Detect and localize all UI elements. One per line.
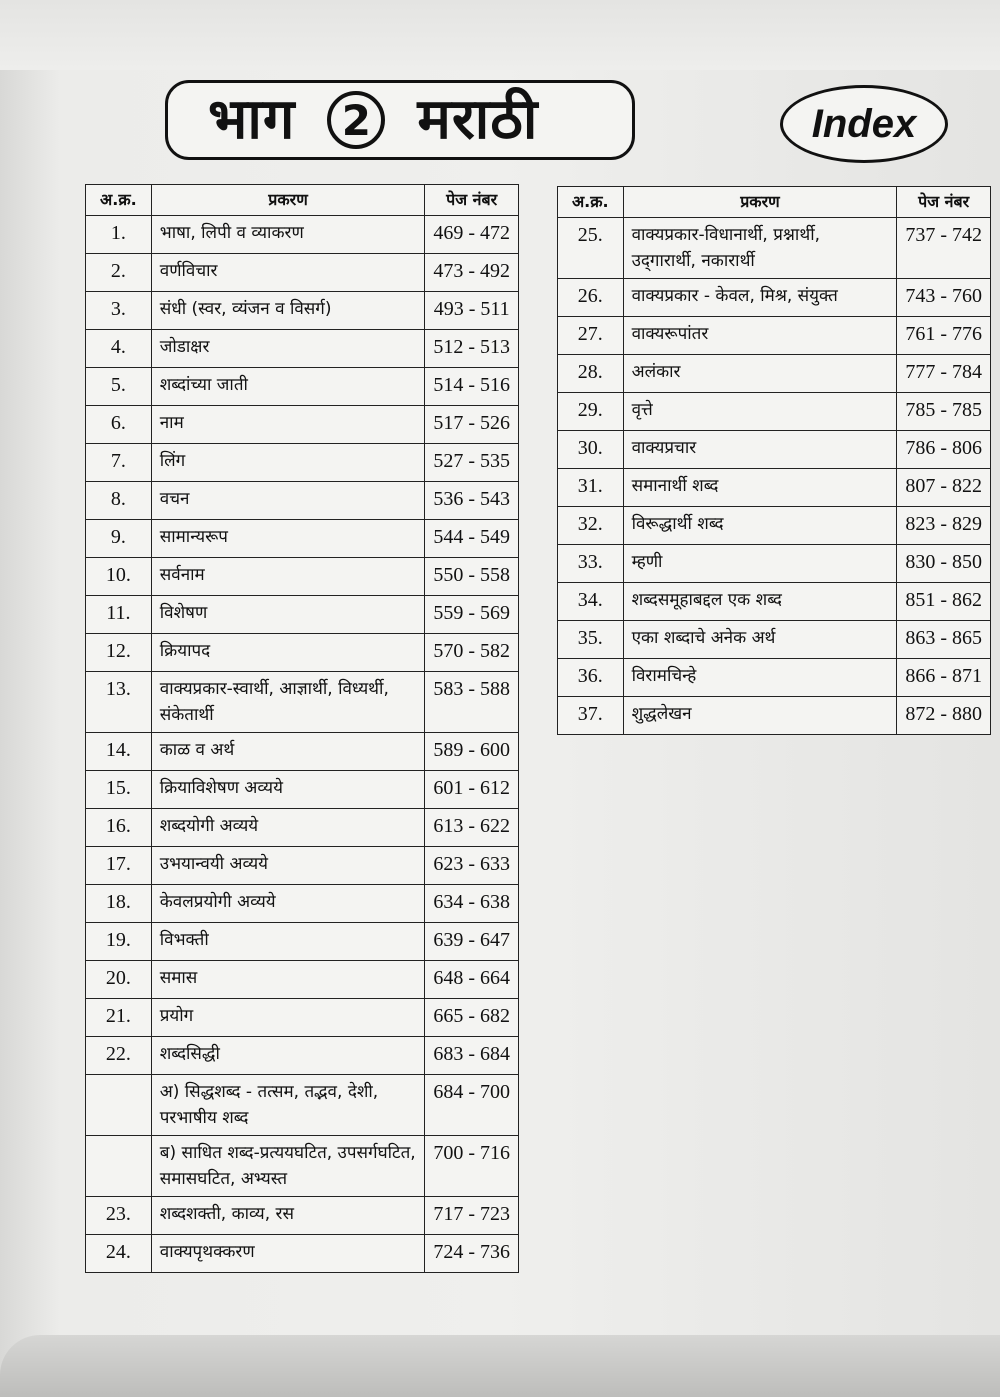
row-pages: 823 - 829 xyxy=(897,507,991,545)
table-row xyxy=(86,672,519,733)
table-row xyxy=(86,999,519,1037)
row-pages: 872 - 880 xyxy=(897,697,991,735)
row-topic: संधी (स्वर, व्यंजन व विसर्ग) xyxy=(151,292,425,330)
table-row xyxy=(86,482,519,520)
row-pages: 493 - 511 xyxy=(425,292,519,330)
row-pages: 559 - 569 xyxy=(425,596,519,634)
row-serial: 35. xyxy=(558,621,624,659)
row-topic: विरामचिन्हे xyxy=(623,659,897,697)
row-pages: 851 - 862 xyxy=(897,583,991,621)
row-pages: 684 - 700 xyxy=(425,1075,519,1136)
row-serial: 26. xyxy=(558,279,624,317)
row-topic: क्रियापद xyxy=(151,634,425,672)
table-row xyxy=(86,771,519,809)
row-serial: 23. xyxy=(86,1197,152,1235)
row-pages: 550 - 558 xyxy=(425,558,519,596)
table-row xyxy=(86,292,519,330)
row-pages: 623 - 633 xyxy=(425,847,519,885)
table-row xyxy=(86,330,519,368)
row-pages: 570 - 582 xyxy=(425,634,519,672)
row-topic: क्रियाविशेषण अव्यये xyxy=(151,771,425,809)
row-serial: 17. xyxy=(86,847,152,885)
row-serial: 13. xyxy=(86,672,152,733)
row-pages: 777 - 784 xyxy=(897,355,991,393)
index-table-right xyxy=(557,186,991,735)
row-serial: 34. xyxy=(558,583,624,621)
row-serial: 1. xyxy=(86,216,152,254)
row-pages: 583 - 588 xyxy=(425,672,519,733)
row-topic: वाक्यरूपांतर xyxy=(623,317,897,355)
index-badge-label: Index xyxy=(811,101,917,146)
row-pages: 613 - 622 xyxy=(425,809,519,847)
table-row xyxy=(86,1197,519,1235)
row-pages: 473 - 492 xyxy=(425,254,519,292)
row-serial: 5. xyxy=(86,368,152,406)
row-pages: 589 - 600 xyxy=(425,733,519,771)
row-topic: समास xyxy=(151,961,425,999)
row-topic: म्हणी xyxy=(623,545,897,583)
row-serial: 7. xyxy=(86,444,152,482)
top-shade xyxy=(0,0,1000,70)
row-serial: 24. xyxy=(86,1235,152,1273)
row-topic: सर्वनाम xyxy=(151,558,425,596)
table-header-row xyxy=(558,187,991,218)
header-serial: अ.क्र. xyxy=(558,187,624,218)
row-pages: 527 - 535 xyxy=(425,444,519,482)
row-pages: 866 - 871 xyxy=(897,659,991,697)
table-row xyxy=(558,545,991,583)
row-serial: 32. xyxy=(558,507,624,545)
row-pages: 469 - 472 xyxy=(425,216,519,254)
row-topic: शब्दयोगी अव्यये xyxy=(151,809,425,847)
table-row xyxy=(86,1136,519,1197)
row-pages: 601 - 612 xyxy=(425,771,519,809)
table-row xyxy=(86,254,519,292)
row-topic: काळ व अर्थ xyxy=(151,733,425,771)
row-serial xyxy=(86,1075,152,1136)
row-pages: 785 - 785 xyxy=(897,393,991,431)
table-row xyxy=(558,431,991,469)
row-pages: 717 - 723 xyxy=(425,1197,519,1235)
row-serial: 16. xyxy=(86,809,152,847)
row-serial: 30. xyxy=(558,431,624,469)
table-row xyxy=(558,659,991,697)
row-topic: एका शब्दाचे अनेक अर्थ xyxy=(623,621,897,659)
table-row xyxy=(558,218,991,279)
row-topic: अ) सिद्धशब्द - तत्सम, तद्भव, देशी, परभाषीय शब्द xyxy=(151,1075,425,1136)
row-pages: 700 - 716 xyxy=(425,1136,519,1197)
header-topic: प्रकरण xyxy=(151,185,425,216)
row-serial: 25. xyxy=(558,218,624,279)
table-row xyxy=(86,1235,519,1273)
row-pages: 634 - 638 xyxy=(425,885,519,923)
header-page: पेज नंबर xyxy=(425,185,519,216)
table-row xyxy=(86,520,519,558)
table-row xyxy=(558,697,991,735)
row-topic: वाक्यप्रचार xyxy=(623,431,897,469)
row-topic: वृत्ते xyxy=(623,393,897,431)
row-topic: अलंकार xyxy=(623,355,897,393)
title-part-left: भाग xyxy=(208,87,296,152)
table-row xyxy=(86,885,519,923)
row-pages: 786 - 806 xyxy=(897,431,991,469)
table-row xyxy=(558,469,991,507)
table-body-right xyxy=(558,218,991,735)
row-topic: शुद्धलेखन xyxy=(623,697,897,735)
row-pages: 830 - 850 xyxy=(897,545,991,583)
row-topic: वाक्यपृथक्करण xyxy=(151,1235,425,1273)
row-serial: 37. xyxy=(558,697,624,735)
row-pages: 737 - 742 xyxy=(897,218,991,279)
row-pages: 665 - 682 xyxy=(425,999,519,1037)
row-serial: 21. xyxy=(86,999,152,1037)
row-pages: 512 - 513 xyxy=(425,330,519,368)
table-row xyxy=(558,355,991,393)
row-serial: 8. xyxy=(86,482,152,520)
row-topic: शब्दसिद्धी xyxy=(151,1037,425,1075)
index-badge xyxy=(780,85,948,163)
row-topic: लिंग xyxy=(151,444,425,482)
row-serial: 29. xyxy=(558,393,624,431)
index-table-left xyxy=(85,184,519,1273)
row-serial: 27. xyxy=(558,317,624,355)
table-row xyxy=(558,317,991,355)
row-serial: 31. xyxy=(558,469,624,507)
row-topic: शब्दसमूहाबद्दल एक शब्द xyxy=(623,583,897,621)
row-topic: वर्णविचार xyxy=(151,254,425,292)
row-serial: 20. xyxy=(86,961,152,999)
row-serial: 28. xyxy=(558,355,624,393)
table-row xyxy=(86,733,519,771)
row-serial: 9. xyxy=(86,520,152,558)
table-row xyxy=(86,1037,519,1075)
row-serial: 18. xyxy=(86,885,152,923)
row-topic: विरूद्धार्थी शब्द xyxy=(623,507,897,545)
table-header-row xyxy=(86,185,519,216)
table-row xyxy=(558,621,991,659)
row-serial: 3. xyxy=(86,292,152,330)
table-row xyxy=(558,507,991,545)
row-serial: 33. xyxy=(558,545,624,583)
row-topic: केवलप्रयोगी अव्यये xyxy=(151,885,425,923)
table-row xyxy=(86,406,519,444)
table-row xyxy=(558,393,991,431)
table-row xyxy=(86,809,519,847)
table-row xyxy=(86,1075,519,1136)
table-row xyxy=(558,279,991,317)
row-serial: 19. xyxy=(86,923,152,961)
row-serial: 15. xyxy=(86,771,152,809)
row-topic: प्रयोग xyxy=(151,999,425,1037)
row-topic: वाक्यप्रकार-स्वार्थी, आज्ञार्थी, विध्यर्थी, संकेतार्थी xyxy=(151,672,425,733)
row-pages: 724 - 736 xyxy=(425,1235,519,1273)
bottom-shade xyxy=(0,1335,1000,1397)
row-pages: 544 - 549 xyxy=(425,520,519,558)
table-row xyxy=(86,961,519,999)
row-serial: 10. xyxy=(86,558,152,596)
row-topic: समानार्थी शब्द xyxy=(623,469,897,507)
row-serial: 12. xyxy=(86,634,152,672)
row-serial: 2. xyxy=(86,254,152,292)
title-part-right: मराठी xyxy=(417,87,539,152)
table-row xyxy=(86,596,519,634)
row-pages: 807 - 822 xyxy=(897,469,991,507)
row-pages: 761 - 776 xyxy=(897,317,991,355)
row-pages: 648 - 664 xyxy=(425,961,519,999)
row-pages: 517 - 526 xyxy=(425,406,519,444)
table-row xyxy=(86,634,519,672)
row-serial: 11. xyxy=(86,596,152,634)
table-row xyxy=(86,368,519,406)
row-topic: नाम xyxy=(151,406,425,444)
row-topic: ब) साधित शब्द-प्रत्ययघटित, उपसर्गघटित, समासघटित, अभ्यस्त xyxy=(151,1136,425,1197)
row-topic: वाक्यप्रकार-विधानार्थी, प्रश्नार्थी, उद्‌गारार्थी, नकारार्थी xyxy=(623,218,897,279)
header-serial: अ.क्र. xyxy=(86,185,152,216)
header-topic: प्रकरण xyxy=(623,187,897,218)
row-topic: जोडाक्षर xyxy=(151,330,425,368)
table-row xyxy=(86,444,519,482)
row-serial: 22. xyxy=(86,1037,152,1075)
row-topic: भाषा, लिपी व व्याकरण xyxy=(151,216,425,254)
row-topic: वाक्यप्रकार - केवल, मिश्र, संयुक्त xyxy=(623,279,897,317)
row-pages: 536 - 543 xyxy=(425,482,519,520)
header-page: पेज नंबर xyxy=(897,187,991,218)
row-topic: उभयान्वयी अव्यये xyxy=(151,847,425,885)
row-pages: 639 - 647 xyxy=(425,923,519,961)
table-body-left xyxy=(86,216,519,1273)
page-title xyxy=(165,80,635,160)
row-topic: शब्दशक्ती, काव्य, रस xyxy=(151,1197,425,1235)
row-topic: विभक्ती xyxy=(151,923,425,961)
title-number-circle: 2 xyxy=(327,91,385,149)
row-serial xyxy=(86,1136,152,1197)
row-pages: 514 - 516 xyxy=(425,368,519,406)
row-topic: शब्दांच्या जाती xyxy=(151,368,425,406)
row-pages: 863 - 865 xyxy=(897,621,991,659)
row-topic: विशेषण xyxy=(151,596,425,634)
row-serial: 6. xyxy=(86,406,152,444)
row-serial: 36. xyxy=(558,659,624,697)
row-pages: 743 - 760 xyxy=(897,279,991,317)
row-serial: 14. xyxy=(86,733,152,771)
row-pages: 683 - 684 xyxy=(425,1037,519,1075)
row-serial: 4. xyxy=(86,330,152,368)
table-row xyxy=(86,216,519,254)
table-row xyxy=(86,923,519,961)
table-row xyxy=(86,558,519,596)
row-topic: सामान्यरूप xyxy=(151,520,425,558)
table-row xyxy=(86,847,519,885)
row-topic: वचन xyxy=(151,482,425,520)
table-row xyxy=(558,583,991,621)
